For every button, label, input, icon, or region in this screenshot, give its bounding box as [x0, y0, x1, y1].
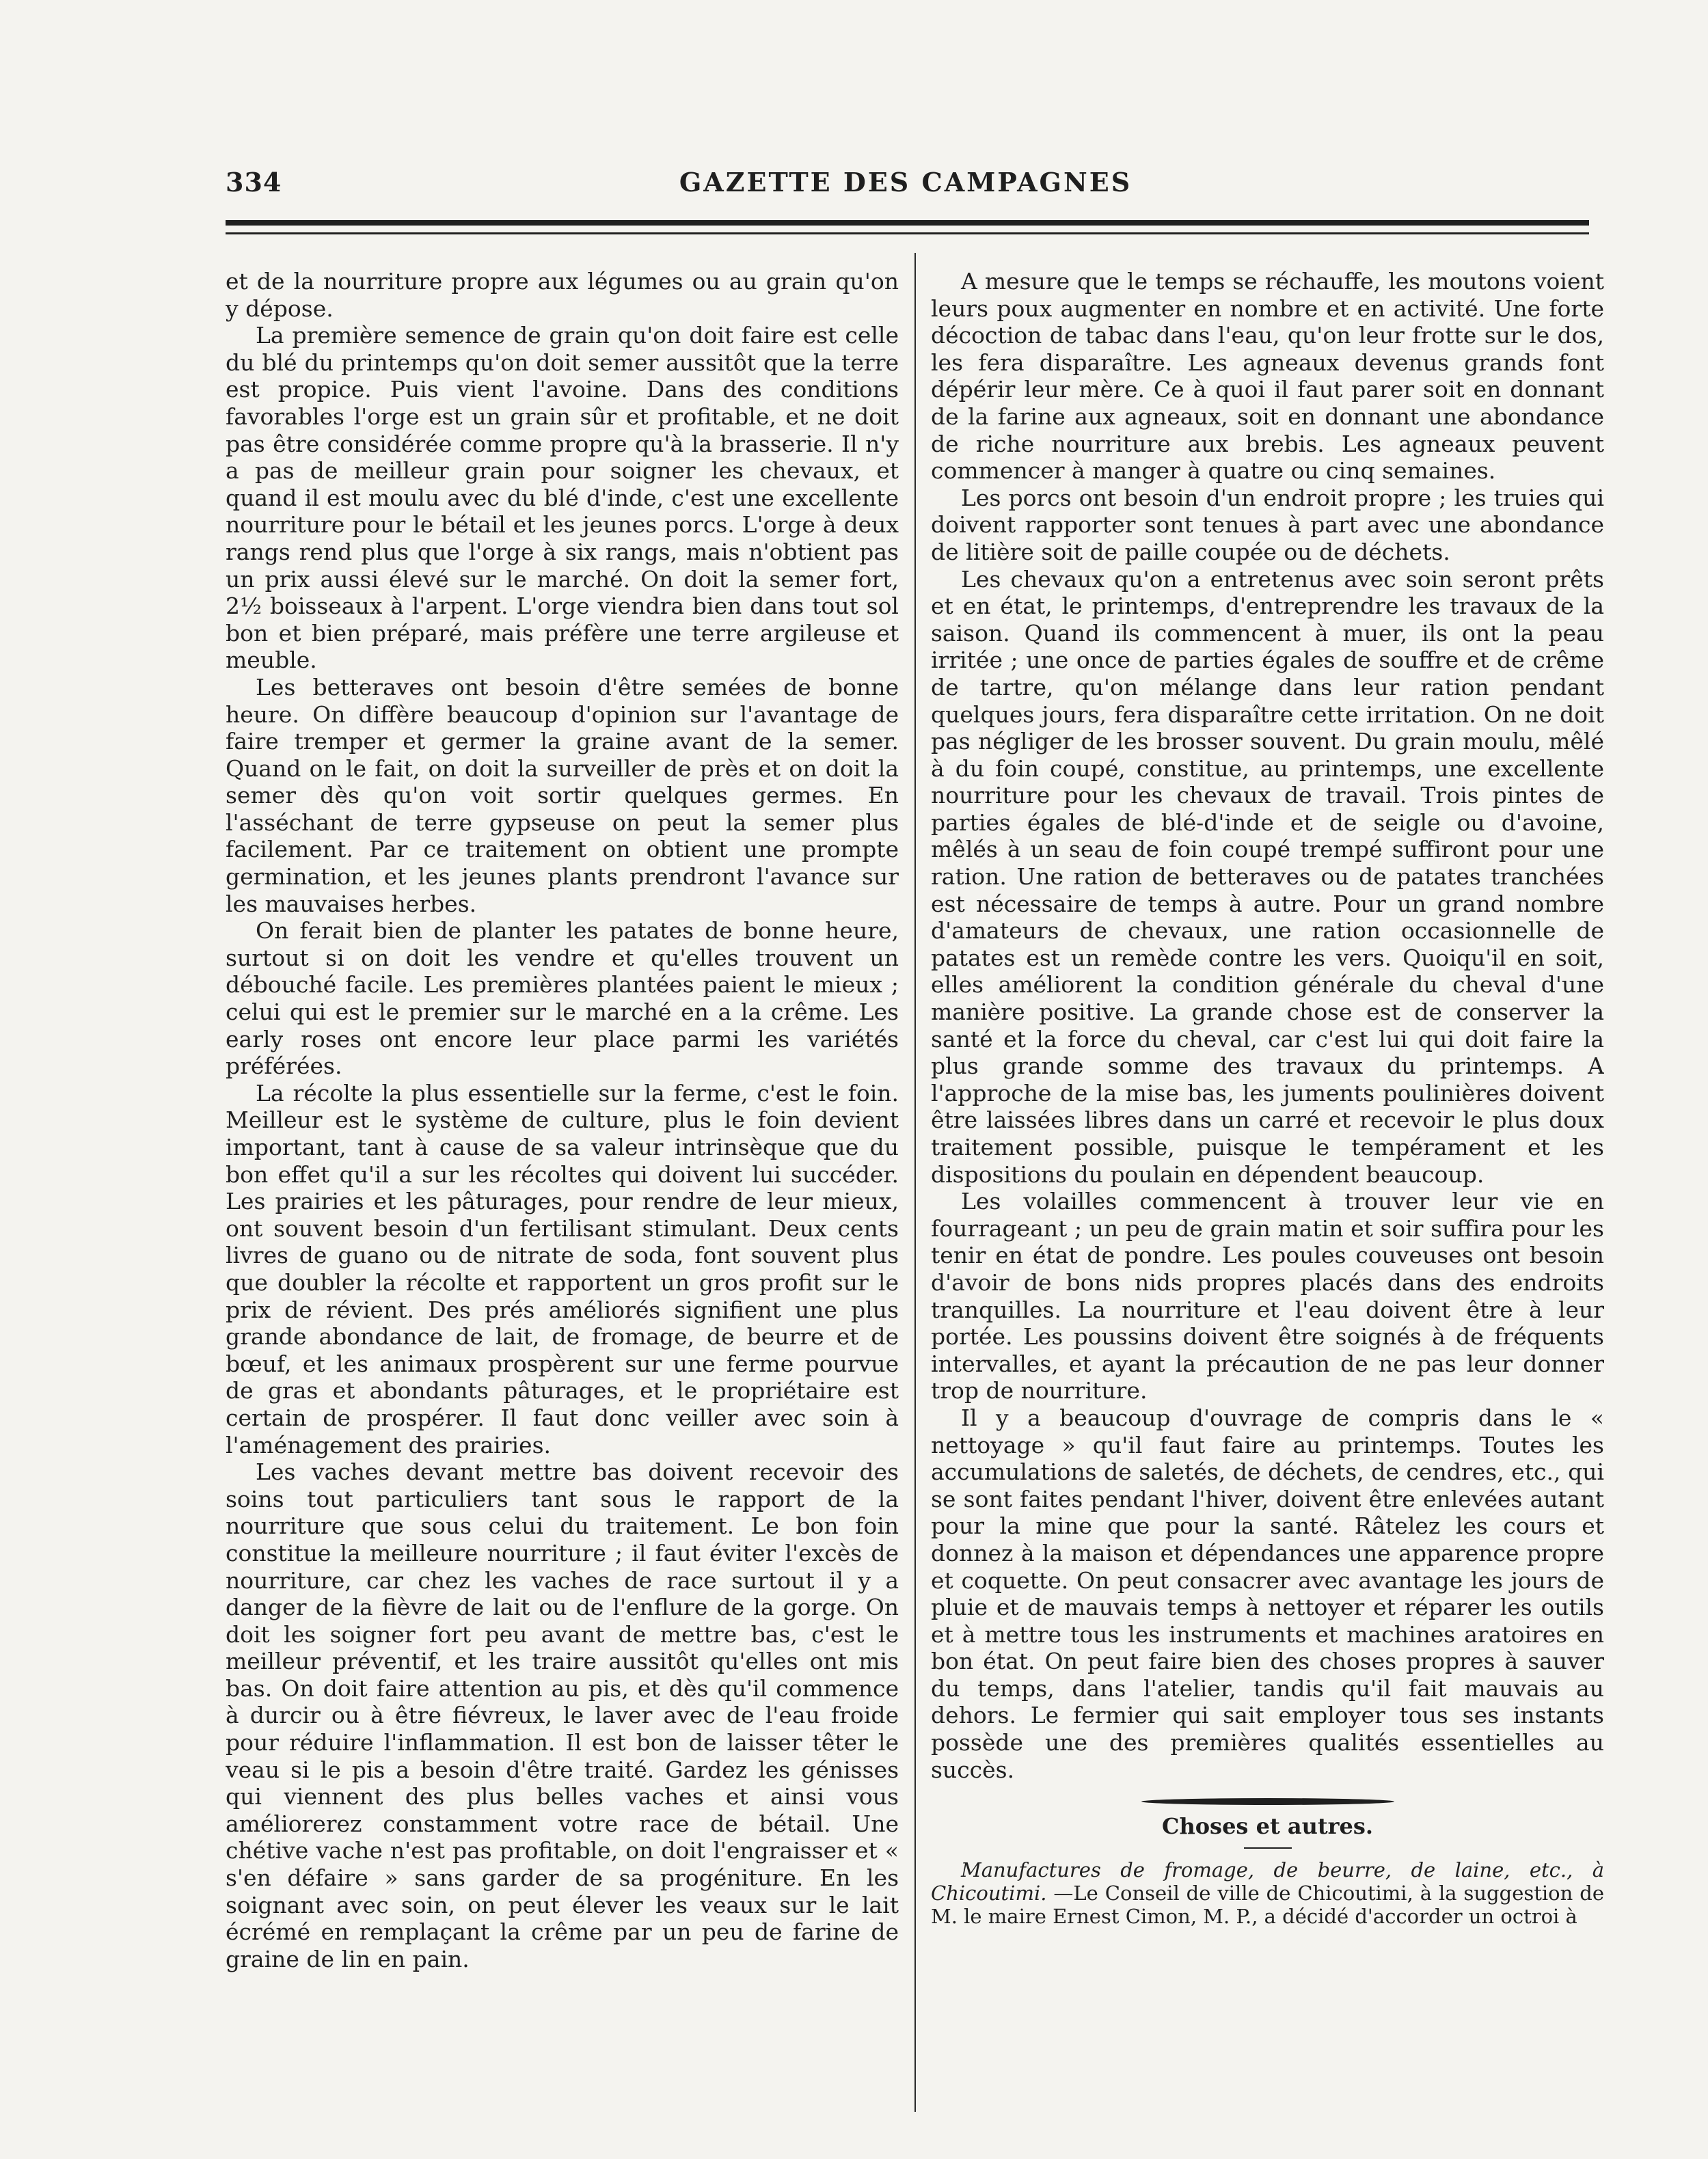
paragraph: Les porcs ont besoin d'un endroit propre ; les truies qui doivent rapporter sont tenues à part avec une abondance de litière soit de paille coupée ou de déchets. — [931, 484, 1604, 565]
page-header — [226, 167, 1586, 208]
left-column — [226, 268, 899, 2079]
section-title: Choses et autres. — [1161, 1813, 1374, 1840]
news-item — [931, 1858, 1604, 1928]
right-column — [931, 268, 1604, 2079]
header-rule-thick — [226, 220, 1589, 226]
page-number: 334 — [226, 167, 282, 198]
paragraph: Les vaches devant mettre bas doivent recevoir des soins tout particuliers tant sous le rapport de la nourriture que sous celui du traitement. Le bon foin constitue la meilleure nourriture ; il faut éviter l'excès de nourriture, car chez les vaches de race surtout il y a danger de la fièvre de lait ou de l'enflure de la gorge. On doit les soigner fort peu avant de mettre bas, c'est le meilleur préventif, et les traire aussitôt qu'elles ont mis bas. On doit faire attention au pis, et dès qu'il commence à durcir ou à être fiévreux, le laver avec de l'eau froide pour réduire l'inflammation. Il est bon de laisser têter le veau si le pis a besoin d'être traité. Gardez les génisses qui viennent des plus belles vaches et ainsi vous améliorerez constamment votre race de bétail. Une chétive vache n'est pas profitable, on doit l'engraisser et « s'en défaire » sans garder de sa progéniture. En les soignant avec soin, on peut élever les veaux sur le lait écrémé en remplaçant la crême par un peu de farine de graine de lin en pain. — [226, 1458, 899, 1972]
paragraph: Les chevaux qu'on a entretenus avec soin seront prêts et en état, le printemps, d'entreprendre les travaux de la saison. Quand ils commencent à muer, ils ont la peau irritée ; une once de parties égales de souffre et de crême de tartre, qu'on mélange dans leur ration pendant quelques jours, fera disparaître cette irritation. On ne doit pas négliger de les brosser souvent. Du grain moulu, mêlé à du foin coupé, constitue, au printemps, une excellente nourriture pour les chevaux de travail. Trois pintes de parties égales de blé-d'inde et de seigle ou d'avoine, mêlés à un seau de foin coupé trempé suffiront pour une ration. Une ration de betteraves ou de patates tranchées est nécessaire de temps à autre. Pour un grand nombre d'amateurs de chevaux, une ration occasionnelle de patates est un remède contre les vers. Quoiqu'il en soit, elles améliorent la condition générale du cheval d'une manière positive. La grande chose est de conserver la santé et la force du cheval, car c'est lui qui doit faire la plus grande somme des travaux du printemps. A l'approche de la mise bas, les juments poulinières doivent être laissées libres dans un carré et recevoir le plus doux traitement possible, puisque le tempérament et les dispositions du poulain en dépendent beaucoup. — [931, 565, 1604, 1188]
journal-title: GAZETTE DES CAMPAGNES — [679, 167, 1133, 198]
paragraph: et de la nourriture propre aux légumes ou au grain qu'on y dépose. — [226, 268, 899, 322]
paragraph: La récolte la plus essentielle sur la ferme, c'est le foin. Meilleur est le système de culture, plus le foin devient important, tant à cause de sa valeur intrinsèque que du bon effet qu'il a sur les récoltes qui doivent lui succéder. Les prairies et les pâturages, pour rendre de leur mieux, ont souvent besoin d'un fertilisant stimulant. Deux cents livres de guano ou de nitrate de soda, font souvent plus que doubler la récolte et rapportent un gros profit sur le prix de révient. Des prés améliorés signifient une plus grande abondance de lait, de fromage, de beurre et de bœuf, et les animaux prospèrent sur une ferme pourvue de gras et abondants pâturages, et le propriétaire est certain de prospérer. Il faut donc veiller avec soin à l'aménagement des prairies. — [226, 1079, 899, 1458]
short-rule — [1244, 1847, 1292, 1849]
section-separator — [1141, 1798, 1394, 1805]
paragraph: La première semence de grain qu'on doit faire est celle du blé du printemps qu'on doit semer aussitôt que la terre est propice. Puis vient l'avoine. Dans des conditions favorables l'orge est un grain sûr et profitable, et ne doit pas être considérée comme propre qu'à la brasserie. Il n'y a pas de meilleur grain pour soigner les chevaux, et quand il est moulu avec du blé d'inde, c'est une excellente nourriture pour le bétail et les jeunes porcs. L'orge à deux rangs rend plus que l'orge à six rangs, mais n'obtient pas un prix aussi élevé sur le marché. On doit la semer fort, 2½ boisseaux à l'arpent. L'orge viendra bien dans tout sol bon et bien préparé, mais préfère une terre argileuse et meuble. — [226, 322, 899, 674]
paragraph: A mesure que le temps se réchauffe, les moutons voient leurs poux augmenter en nombre et en activité. Une forte décoction de tabac dans l'eau, qu'on leur frotte sur le dos, les fera disparaître. Les agneaux devenus grands font dépérir leur mère. Ce à quoi il faut parer soit en donnant de la farine aux agneaux, soit en donnant une abondance de riche nourriture aux brebis. Les agneaux peuvent commencer à manger à quatre ou cinq semaines. — [931, 268, 1604, 485]
paragraph: Les betteraves ont besoin d'être semées de bonne heure. On diffère beaucoup d'opinion sur l'avantage de faire tremper et germer la graine avant de la semer. Quand on le fait, on doit la surveiller de près et on doit la semer dès qu'on voit sortir quelques germes. En l'asséchant de terre gypseuse on peut la semer plus facilement. Par ce traitement on obtient une prompte germination, et les jeunes plants prendront l'avance sur les mauvaises herbes. — [226, 673, 899, 917]
paragraph: On ferait bien de planter les patates de bonne heure, surtout si on doit les vendre et qu'elles trouvent un débouché facile. Les premières plantées paient le mieux ; celui qui est le premier sur le marché en a la crême. Les early roses ont encore leur place parmi les variétés préférées. — [226, 917, 899, 1080]
header-rule-thin — [226, 232, 1589, 234]
column-divider — [914, 253, 916, 2112]
news-body: —Le Conseil de ville de Chicoutimi, à la suggestion de M. le maire Ernest Cimon, M. P., a décidé d'accorder un octroi à — [931, 1881, 1604, 1928]
paragraph: Les volailles commencent à trouver leur vie en fourrageant ; un peu de grain matin et soir suffira pour les tenir en état de pondre. Les poules couveuses ont besoin d'avoir de bons nids propres placés dans des endroits tranquilles. La nourriture et l'eau doivent être à leur portée. Les poussins doivent être soignés à de fréquents intervalles, et ayant la précaution de ne pas leur donner trop de nourriture. — [931, 1188, 1604, 1404]
news-lead: Manufactures de fromage, de beurre, de laine, etc., à Chicoutimi. — [931, 1858, 1604, 1905]
paragraph: Il y a beaucoup d'ouvrage de compris dans le « nettoyage » qu'il faut faire au printemps. Toutes les accumulations de saletés, de déchets, de cendres, etc., qui se sont faites pendant l'hiver, doivent être enlevées autant pour la mine que pour la santé. Râtelez les cours et donnez à la maison et dépendances une apparence propre et coquette. On peut consacrer avec avantage les jours de pluie et de mauvais temps à nettoyer et réparer les outils et à mettre tous les instruments et machines aratoires en bon état. On peut faire bien des choses propres à sauver du temps, dans l'atelier, tandis qu'il fait mauvais au dehors. Le fermier qui sait employer tous ses instants possède une des premières qualités essentielles au succès. — [931, 1404, 1604, 1783]
